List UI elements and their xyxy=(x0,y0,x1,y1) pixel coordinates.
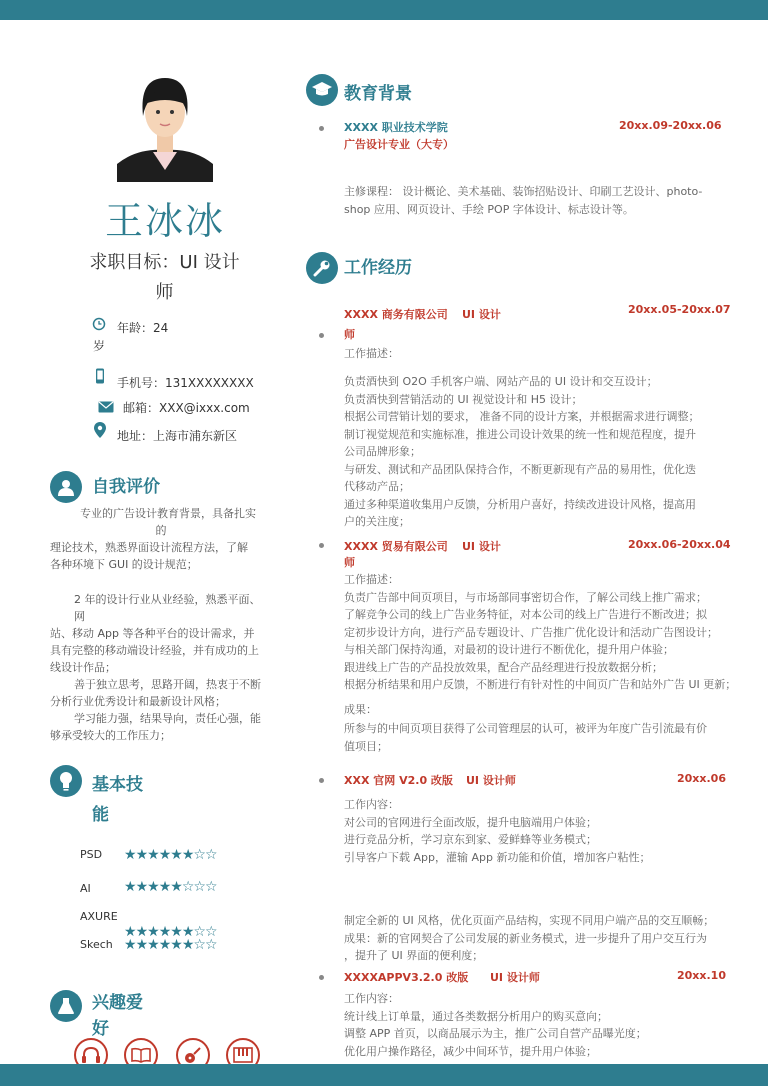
star-filled-icon: ★ xyxy=(170,924,182,940)
job3-desc-line: 引导客户下载 App，灌输 App 新功能和价值，增加客户粘性； xyxy=(344,850,651,864)
job4-bullet xyxy=(319,975,324,980)
star-filled-icon: ★ xyxy=(147,847,159,863)
star-filled-icon: ★ xyxy=(124,847,136,863)
work-title: 工作经历 xyxy=(344,258,412,278)
job4-desc-label: 工作内容： xyxy=(344,992,399,1005)
skill-name: Skech xyxy=(80,938,113,951)
email-address: 邮箱：XXX@ixxx.com xyxy=(123,401,250,415)
job-goal-line1: 求职目标：UI 设计 xyxy=(89,252,240,273)
job3-extra-line: ，提升了 UI 界面的便利度； xyxy=(344,949,484,962)
star-filled-icon: ★ xyxy=(170,937,182,953)
job3-desc-line: 进行竞品分析，学习京东到家、爱鲜蜂等业务模式； xyxy=(344,833,597,846)
job3-bullet xyxy=(319,778,324,783)
job1-desc-line: 负责酒快到营销活动的 UI 视觉设计和 H5 设计； xyxy=(344,392,583,406)
star-filled-icon: ★ xyxy=(158,879,171,895)
job1-desc-line: 负责酒快到 O2O 手机客户端、网站产品的 UI 设计和交互设计； xyxy=(344,375,658,388)
self-eval-line: 各种环境下 GUI 的设计规范； xyxy=(50,558,198,571)
job-goal-line2: 师 xyxy=(155,282,174,303)
email-icon xyxy=(98,398,114,417)
self-eval-line: 线设计作品； xyxy=(50,661,116,674)
job3-extra-line: 成果：新的官网契合了公司发展的新业务模式，进一步提升了用户交互行为 xyxy=(344,931,707,945)
job1-desc-line: 代移动产品； xyxy=(344,480,410,493)
school-name: XXXX 职业技术学院 xyxy=(344,121,448,134)
star-filled-icon: ★ xyxy=(135,847,148,863)
profile-photo xyxy=(117,68,213,182)
job2-desc-line: 定初步设计方向，进行产品专题设计、广告推广优化设计和活动广告图设计； xyxy=(344,625,718,639)
skills-title-line1: 基本技 xyxy=(92,775,143,795)
star-filled-icon: ★ xyxy=(158,847,171,863)
job3-desc-label: 工作内容： xyxy=(344,798,399,811)
job2-desc-line: 负责广告部中间页项目，与市场部同事密切合作，了解公司线上推广需求； xyxy=(344,590,707,604)
job1-desc-line: 通过多种渠道收集用户反馈，分析用户喜好，持续改进设计风格，提高用 xyxy=(344,497,696,511)
star-empty-icon: ☆ xyxy=(193,937,205,953)
star-filled-icon: ★ xyxy=(181,937,194,953)
star-filled-icon: ★ xyxy=(170,879,182,895)
job2-bullet xyxy=(319,543,324,548)
job2-role: UI 设计 xyxy=(462,540,501,553)
job4-desc-line: 优化用户操作路径，减少中间环节，提升用户体验； xyxy=(344,1044,597,1058)
star-filled-icon: ★ xyxy=(170,847,182,863)
location-icon xyxy=(94,422,106,442)
job2-desc-label: 工作描述： xyxy=(344,573,399,586)
job2-result-label: 成果： xyxy=(344,703,377,716)
skill-rating xyxy=(124,848,217,862)
star-filled-icon: ★ xyxy=(135,924,148,940)
job3-period: 20xx.06 xyxy=(677,772,726,785)
age-line2: 岁 xyxy=(93,339,106,353)
graduation-cap-icon xyxy=(306,74,338,106)
education-courses-line2: shop 应用、网页设计、手绘 POP 字体设计、标志设计等。 xyxy=(344,202,634,216)
job1-desc-line: 制订视觉规范和实施标准，推进公司设计效果的统一性和规范程度，提升 xyxy=(344,427,696,441)
education-courses-line1: 主修课程： 设计概论、美术基础、装饰招贴设计、印刷工艺设计、photo- xyxy=(344,185,703,198)
star-empty-icon: ☆ xyxy=(193,847,205,863)
star-filled-icon: ★ xyxy=(147,879,159,895)
star-filled-icon: ★ xyxy=(181,847,194,863)
job1-desc-label: 工作描述： xyxy=(344,347,399,360)
self-eval-line: 善于独立思考，思路开阔，热衷于不断 xyxy=(74,678,261,691)
job4-desc-line: 统计线上订单量，通过各类数据分析用户的购买意向； xyxy=(344,1009,608,1023)
self-eval-line: 分析行业优秀设计和最新设计风格； xyxy=(50,695,226,708)
clock-icon xyxy=(92,316,106,335)
address: 地址：上海市浦东新区 xyxy=(117,429,238,443)
person-icon xyxy=(50,471,82,503)
job3-extra-line: 制定全新的 UI 风格，优化页面产品结构，实现不同用户端产品的交互顺畅； xyxy=(344,914,715,927)
hobbies-title xyxy=(92,990,143,1042)
star-empty-icon: ☆ xyxy=(204,879,217,895)
job2-desc xyxy=(344,571,759,694)
star-filled-icon: ★ xyxy=(124,937,136,953)
star-empty-icon: ☆ xyxy=(193,879,205,895)
job2-company: XXXX 贸易有限公司 xyxy=(344,540,448,553)
star-filled-icon: ★ xyxy=(124,879,136,895)
education-bullet xyxy=(319,126,324,131)
job-goal xyxy=(72,248,257,308)
star-filled-icon: ★ xyxy=(158,937,171,953)
job2-desc-line: 跟进线上广告的产品投放效果，配合产品经理进行投放数据分析； xyxy=(344,660,663,674)
wrench-icon xyxy=(306,252,338,284)
lightbulb-icon xyxy=(50,765,82,797)
education-period: 20xx.09-20xx.06 xyxy=(619,119,722,132)
job1-period: 20xx.05-20xx.07 xyxy=(628,303,731,316)
job4-desc-line: 调整 APP 首页，以商品展示为主，推广公司自营产品曝光度； xyxy=(344,1027,647,1040)
star-filled-icon: ★ xyxy=(135,879,148,895)
self-eval-line: 理论技术，熟悉界面设计流程方法，了解 xyxy=(50,541,248,554)
education-major: 广告设计专业（大专） xyxy=(344,138,454,151)
self-eval-line: 的 xyxy=(155,524,167,537)
job1-role: UI 设计 xyxy=(462,308,501,321)
job4-period: 20xx.10 xyxy=(677,969,726,982)
candidate-name: 王冰冰 xyxy=(104,199,225,243)
star-filled-icon: ★ xyxy=(147,924,159,940)
job2-result-line: 值项目； xyxy=(344,739,388,753)
star-empty-icon: ☆ xyxy=(204,924,217,940)
job2-period: 20xx.06-20xx.04 xyxy=(628,538,731,551)
job2-desc-line: 与相关部门保持沟通，对最初的设计进行不断优化，提升用户体验； xyxy=(344,643,674,656)
job1-desc-line: 与研发、测试和产品团队保持合作，不断更新现有产品的易用性，优化迭 xyxy=(344,462,696,476)
job1-role-cont: 师 xyxy=(344,328,355,341)
phone-icon xyxy=(95,368,105,388)
self-eval-title: 自我评价 xyxy=(92,477,160,497)
education-courses xyxy=(344,183,702,218)
job1-bullet xyxy=(319,333,324,338)
star-empty-icon: ☆ xyxy=(204,937,217,953)
skill-name: AXURE xyxy=(80,910,118,923)
job4-desc xyxy=(344,990,647,1060)
star-filled-icon: ★ xyxy=(158,924,171,940)
job3-role: UI 设计师 xyxy=(466,774,516,787)
bottom-accent-bar xyxy=(0,1064,768,1086)
hobbies-title-line1: 兴趣爱 xyxy=(92,993,143,1013)
job3-desc xyxy=(344,796,650,866)
skills-title-line2: 能 xyxy=(92,805,109,825)
job1-company: XXXX 商务有限公司 xyxy=(344,308,448,321)
star-filled-icon: ★ xyxy=(181,924,194,940)
star-empty-icon: ☆ xyxy=(204,847,217,863)
self-eval-line: 站、移动 App 等各种平台的设计需求，并 xyxy=(50,627,255,640)
job1-desc-line: 户的关注度； xyxy=(344,515,410,528)
self-eval-line: 2 年的设计行业从业经验，熟悉平面、 xyxy=(74,593,261,606)
job2-desc-line: 了解竞争公司的线上广告业务特征，对本公司的线上广告进行不断改进；拟 xyxy=(344,608,707,621)
star-empty-icon: ☆ xyxy=(181,879,194,895)
self-eval-line: 具有完整的移动端设计经验，并有成功的上 xyxy=(50,644,259,657)
self-eval-line: 够承受较大的工作压力； xyxy=(50,729,171,742)
star-filled-icon: ★ xyxy=(147,937,159,953)
job4-role: UI 设计师 xyxy=(490,971,540,984)
top-accent-bar xyxy=(0,0,768,20)
age-line1: 年龄：24 xyxy=(117,321,169,335)
job2-desc-line: 根据分析结果和用户反馈，不断进行有针对性的中间页广告和站外广告 UI 更新； xyxy=(344,678,737,691)
job3-company: XXX 官网 V2.0 改版 xyxy=(344,774,453,787)
flask-icon xyxy=(50,990,82,1022)
star-filled-icon: ★ xyxy=(124,924,136,940)
job1-desc xyxy=(344,373,734,531)
hobbies-title-line2: 好 xyxy=(92,1019,109,1039)
self-eval-body xyxy=(50,505,272,744)
job2-role-cont: 师 xyxy=(344,556,355,569)
skill-rating xyxy=(124,880,217,894)
self-eval-line: 网 xyxy=(74,610,85,623)
job3-extra xyxy=(344,912,744,965)
phone-number: 手机号：131XXXXXXXX xyxy=(117,376,254,390)
star-empty-icon: ☆ xyxy=(193,924,205,940)
education-title: 教育背景 xyxy=(344,84,412,104)
skill-name: PSD xyxy=(80,848,103,861)
job2-result-line: 所参与的中间页项目获得了公司管理层的认可，被评为年度广告引流最有价 xyxy=(344,722,707,735)
job4-company: XXXXAPPV3.2.0 改版 xyxy=(344,971,469,984)
job2-result xyxy=(344,720,707,755)
skills-title xyxy=(92,770,143,830)
skill-rating xyxy=(124,938,217,952)
job1-desc-line: 公司品牌形象； xyxy=(344,445,421,458)
star-filled-icon: ★ xyxy=(135,937,148,953)
self-eval-line: 学习能力强，结果导向，责任心强，能 xyxy=(74,712,261,725)
job1-desc-line: 根据公司营销计划的要求， 准备不同的设计方案，并根据需求进行调整； xyxy=(344,410,700,423)
skill-name: AI xyxy=(80,882,91,895)
self-eval-line: 专业的广告设计教育背景，具备扎实 xyxy=(80,507,256,520)
job3-desc-line: 对公司的官网进行全面改版，提升电脑端用户体验； xyxy=(344,815,597,829)
